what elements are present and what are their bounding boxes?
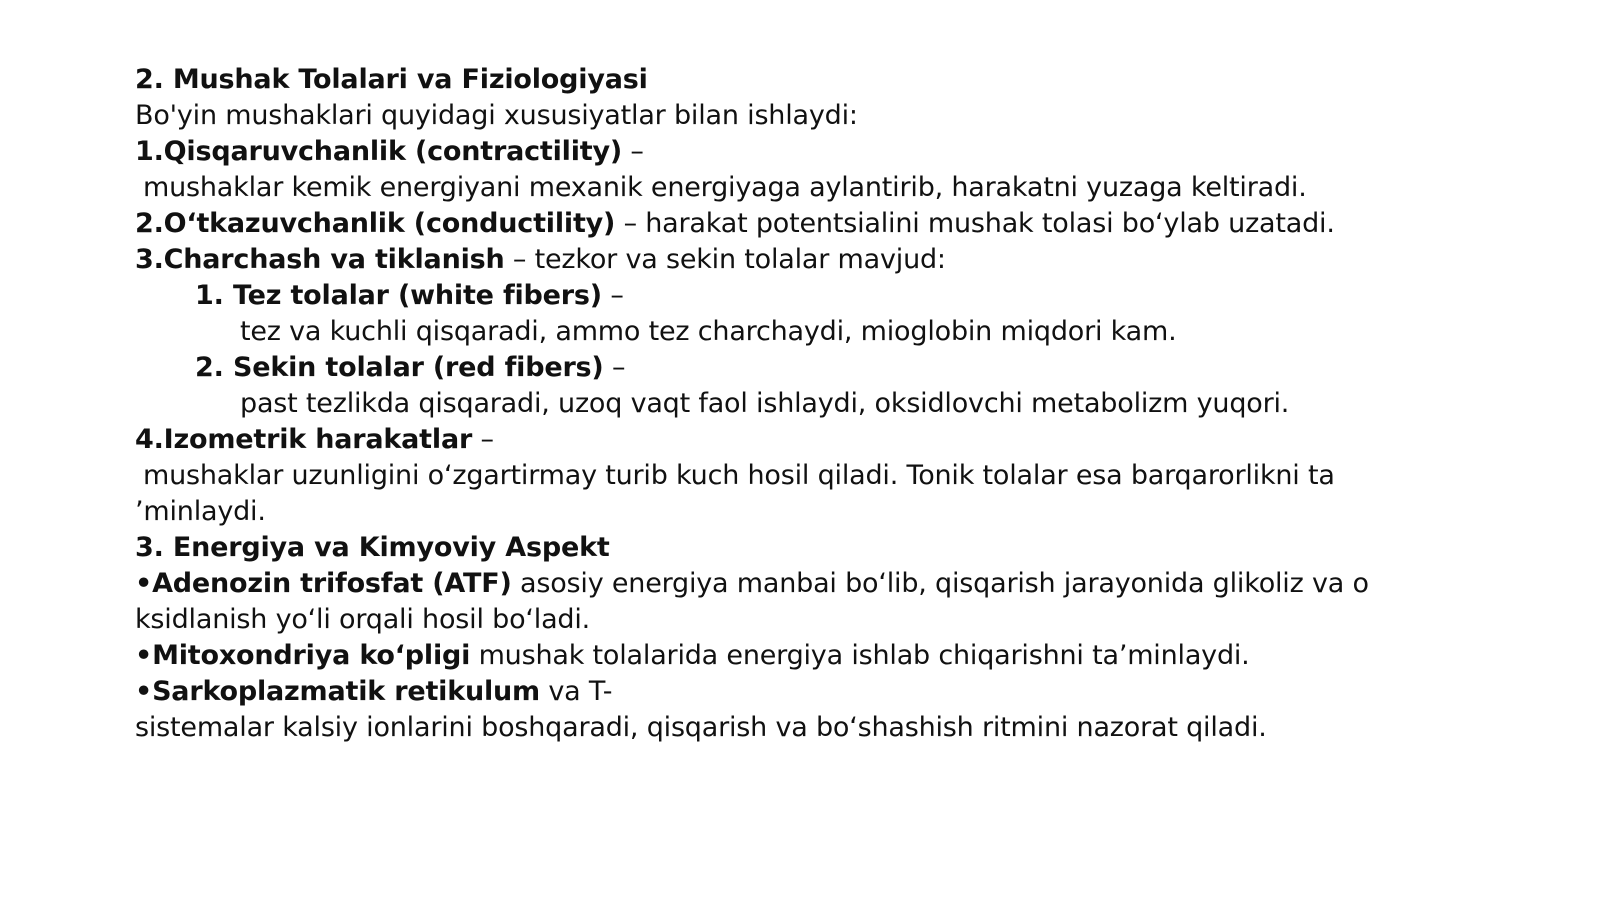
item-description: mushaklar uzunligini o‘zgartirmay turib kuch hosil qiladi. Tonik tolalar esa barqarorlikni ta <box>143 460 1335 491</box>
item-title: 4.Izometrik harakatlar <box>135 424 473 455</box>
item-title: 2.O‘tkazuvchanlik (conductility) <box>135 208 616 239</box>
intro-text: Bo'yin mushaklari quyidagi xususiyatlar bilan ishlaydi: <box>135 100 858 131</box>
sub-item-description: tez va kuchli qisqaradi, ammo tez charchaydi, mioglobin miqdori kam. <box>240 316 1177 347</box>
section-heading: 3. Energiya va Kimyoviy Aspekt <box>135 532 610 563</box>
sub-item-dash: – <box>601 280 624 311</box>
bullet-title: Mitoxondriya ko‘pligi <box>152 640 471 671</box>
bullet-item <box>135 674 1425 710</box>
item-text: – tezkor va sekin tolalar mavjud: <box>504 244 946 275</box>
item-title: 3.Charchash va tiklanish <box>135 244 505 275</box>
item-description: mushaklar kemik energiyani mexanik energiyaga aylantirib, harakatni yuzaga keltiradi. <box>143 172 1307 203</box>
list-item <box>135 134 1425 170</box>
bullet-text: va T- <box>540 676 613 707</box>
bullet-text-continued: ksidlanish yo‘li orqali hosil bo‘ladi. <box>135 604 591 635</box>
slide-content <box>135 62 1425 746</box>
item-title: 1.Qisqaruvchanlik (contractility) <box>135 136 623 167</box>
item-dash: – <box>622 136 644 167</box>
section-heading: 2. Mushak Tolalari va Fiziologiyasi <box>135 64 648 95</box>
bullet-icon: • <box>135 640 153 671</box>
sub-item-description: past tezlikda qisqaradi, uzoq vaqt faol ishlaydi, oksidlovchi metabolizm yuqori. <box>240 388 1290 419</box>
bullet-icon: • <box>135 568 153 599</box>
list-item <box>135 422 1425 458</box>
bullet-icon: • <box>135 676 153 707</box>
list-item <box>135 206 1425 242</box>
bullet-text: asosiy energiya manbai bo‘lib, qisqarish jarayonida glikoliz va o <box>511 568 1369 599</box>
sub-item-title: Sekin tolalar (red fibers) <box>233 352 604 383</box>
sub-list-item <box>135 350 1425 386</box>
bullet-title: Adenozin trifosfat (ATF) <box>152 568 512 599</box>
item-text: – harakat potentsialini mushak tolasi bo‘ylab uzatadi. <box>615 208 1335 239</box>
sub-item-number: 1. <box>195 280 224 311</box>
sub-item-number: 2. <box>195 352 224 383</box>
sub-list-item <box>135 278 1425 314</box>
bullet-text: mushak tolalarida energiya ishlab chiqarishni ta’minlaydi. <box>470 640 1250 671</box>
sub-item-dash: – <box>603 352 626 383</box>
bullet-title: Sarkoplazmatik retikulum <box>152 676 540 707</box>
item-dash: – <box>472 424 494 455</box>
bullet-text-continued: sistemalar kalsiy ionlarini boshqaradi, qisqarish va bo‘shashish ritmini nazorat qiladi. <box>135 712 1267 743</box>
list-item <box>135 242 1425 278</box>
bullet-item <box>135 566 1425 602</box>
item-description-continued: ’minlaydi. <box>135 496 266 527</box>
bullet-item <box>135 638 1425 674</box>
sub-item-title: Tez tolalar (white fibers) <box>233 280 602 311</box>
